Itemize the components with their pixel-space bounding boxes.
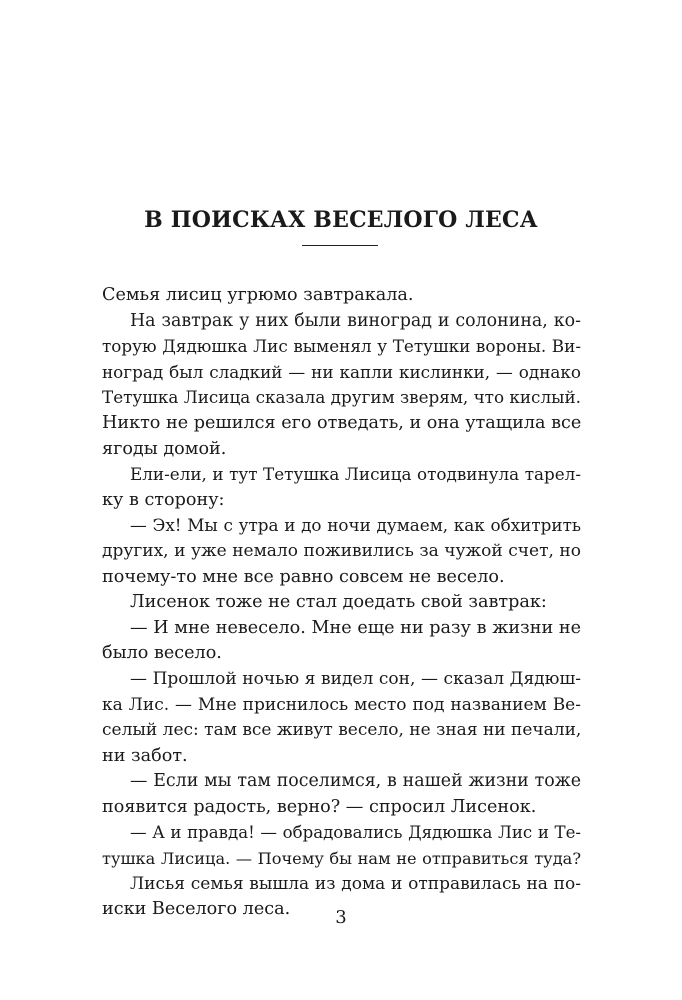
text-line: Ели-ели, и тут Тетушка Лисица отодвинула тарел- (130, 464, 581, 485)
text-line: появится радость, верно? — спросил Лисенок. (102, 796, 537, 817)
text-line: селый лес: там все живут весело, не зная ни печали, (102, 720, 582, 741)
text-line: — Если мы там поселимся, в нашей жизни тоже (130, 771, 581, 792)
text-line: — А и правда! — обрадовались Дядюшка Лис и Те- (130, 823, 581, 843)
text-line: ка Лис. — Мне приснилось место под названием Ве- (102, 694, 581, 715)
text-line: торую Дядюшка Лис выменял у Тетушки вороны. Ви- (102, 336, 581, 357)
text-line: почему-то мне все равно совсем не весело. (102, 566, 505, 587)
text-line: ку в сторону: (102, 489, 225, 510)
chapter-title: В ПОИСКАХ ВЕСЕЛОГО ЛЕСА (144, 207, 538, 233)
text-line: Лисья семья вышла из дома и отправилась на по- (130, 873, 581, 894)
text-line: — Эх! Мы с утра и до ночи думаем, как обхитрить (130, 515, 581, 536)
text-line: иски Веселого леса. (102, 899, 291, 920)
text-line: ноград был сладкий — ни капли кислинки, — однако (102, 361, 581, 382)
text-line: Никто не решился его отведать, и она утащила все (102, 412, 582, 433)
text-line: тушка Лисица. — Почему бы нам не отправиться туда? (102, 849, 581, 869)
text-line: — И мне невесело. Мне еще ни разу в жизни не (130, 617, 581, 638)
text-line: — Прошлой ночью я видел сон, — сказал Дядюш- (130, 668, 581, 689)
text-line: ни забот. (102, 745, 188, 766)
text-line: Семья лисиц угрюмо завтракала. (102, 285, 414, 305)
text-line: Лисенок тоже не стал доедать свой завтрак: (130, 592, 547, 613)
text-line: ягоды домой. (102, 438, 227, 459)
text-line: На завтрак у них были виноград и солонина, ко- (130, 310, 581, 331)
text-line: было весело. (102, 643, 222, 664)
page-number: 3 (335, 907, 347, 928)
title-underline (302, 245, 378, 246)
text-line: Тетушка Лисица сказала другим зверям, что кислый. (102, 387, 581, 408)
story-text (102, 283, 581, 923)
text-line: других, и уже немало поживились за чужой счет, но (102, 540, 581, 561)
